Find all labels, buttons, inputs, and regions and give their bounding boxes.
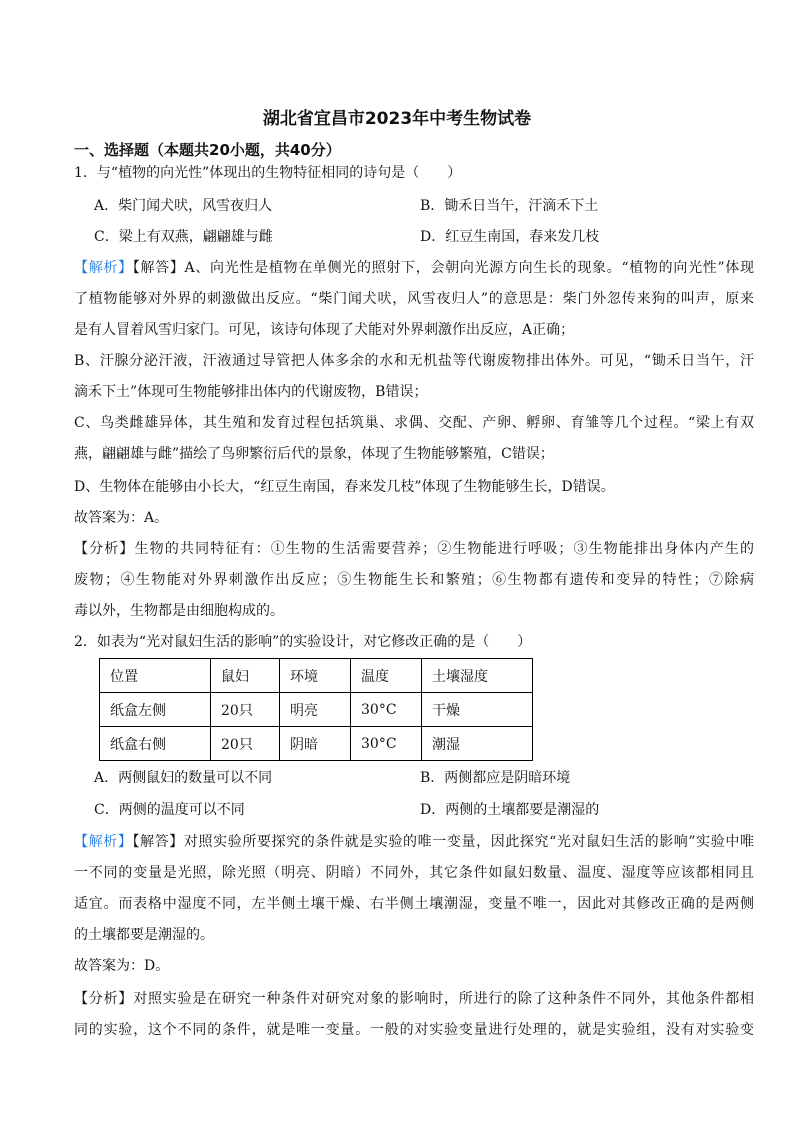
table-header-cell: 温度	[351, 659, 422, 693]
page-title: 湖北省宜昌市2023年中考生物试卷	[262, 109, 532, 129]
question-1-option-d: D．红豆生南国，春来发几枝	[420, 229, 600, 245]
table-cell: 30°C	[351, 727, 422, 761]
question-2-option-d: D．两侧的土壤都要是潮湿的	[420, 802, 600, 818]
summary-tag: 【分析】	[74, 991, 134, 1007]
question-2-answer: 故答案为：D。	[74, 958, 170, 974]
question-1-analysis-line: 【解析】【解答】A、向光性是植物在单侧光的照射下，会朝向光源方向生长的现象。“植物的向光性”体现	[74, 260, 754, 276]
table-cell: 20只	[211, 693, 280, 727]
table-cell: 30°C	[351, 693, 422, 727]
table-header-cell: 位置	[100, 659, 211, 693]
table-cell: 纸盒左侧	[100, 693, 211, 727]
question-1-summary-line: 【分析】生物的共同特征有：①生物的生活需要营养；②生物能进行呼吸；③生物能排出身体内产生的	[74, 541, 754, 557]
question-1-analysis-line: 燕，翩翩雄与雌”描绘了鸟卵繁衍后代的景象，体现了生物能够繁殖，C错误；	[74, 446, 554, 462]
question-2-option-c: C．两侧的温度可以不同	[94, 802, 245, 818]
table-header-row	[100, 659, 533, 693]
table-cell: 20只	[211, 727, 280, 761]
question-2-analysis-line: 适宜。而表格中湿度不同，左半侧土壤干燥、右半侧土壤潮湿，变量不唯一，因此对其修改正确的是两侧	[74, 896, 754, 912]
table-cell: 明亮	[280, 693, 351, 727]
question-2-option-b: B．两侧都应是阴暗环境	[420, 770, 571, 786]
question-1-summary-line: 废物；④生物能对外界刺激作出反应；⑤生物能生长和繁殖；⑥生物都有遗传和变异的特性；⑦除病	[74, 572, 754, 588]
question-1-analysis-line: B、汗腺分泌汗液，汗液通过导管把人体多余的水和无机盐等代谢废物排出体外。可见，“锄禾日当午，汗	[74, 353, 754, 369]
table-cell: 纸盒右侧	[100, 727, 211, 761]
question-1-analysis-line: 是有人冒着风雪归家门。可见，该诗句体现了犬能对外界刺激作出反应，A正确；	[74, 322, 575, 338]
question-1-answer: 故答案为：A。	[74, 510, 169, 526]
question-1-option-b: B．锄禾日当午，汗滴禾下土	[420, 198, 599, 214]
question-1-analysis-line: 了植物能够对外界的刺激做出反应。“柴门闻犬吠，风雪夜归人”的意思是：柴门外忽传来狗的叫声，原来	[74, 291, 754, 307]
section-heading: 一、选择题（本题共20小题，共40分）	[74, 141, 341, 159]
table-row	[100, 727, 533, 761]
question-1-option-c: C．梁上有双燕，翩翩雄与雌	[94, 229, 273, 245]
question-2-analysis-line: 的土壤都要是潮湿的。	[74, 927, 214, 943]
table-header-cell: 土壤湿度	[422, 659, 533, 693]
question-2-analysis-line: 一不同的变量是光照，除光照（明亮、阴暗）不同外，其它条件如鼠妇数量、温度、湿度等应该都相同且	[74, 865, 754, 881]
table-row	[100, 693, 533, 727]
question-2-option-a: A．两侧鼠妇的数量可以不同	[94, 770, 273, 786]
question-1-analysis-line: 滴禾下土”体现可生物能够排出体内的代谢废物，B错误；	[74, 384, 428, 400]
table-header-cell: 鼠妇	[211, 659, 280, 693]
question-1-analysis-line: D、生物体在能够由小长大，“红豆生南国，春来发几枝”体现了生物能够生长，D错误。	[74, 479, 615, 495]
question-1-stem: 1．与“植物的向光性”体现出的生物特征相同的诗句是（ ）	[74, 165, 462, 181]
analysis-tag: 【解析】	[74, 834, 133, 850]
experiment-table	[99, 658, 533, 761]
analysis-tag: 【解析】	[74, 260, 133, 276]
question-2-summary-line: 同的实验，这个不同的条件，就是唯一变量。一般的对实验变量进行处理的，就是实验组，没有对实验变	[74, 1022, 754, 1038]
table-cell: 干燥	[422, 693, 533, 727]
table-cell: 阴暗	[280, 727, 351, 761]
question-2-stem: 2．如表为“光对鼠妇生活的影响”的实验设计，对它修改正确的是（ ）	[74, 634, 532, 650]
question-1-option-a: A．柴门闻犬吠，风雪夜归人	[94, 198, 273, 214]
question-2-analysis-line: 【解析】【解答】对照实验所要探究的条件就是实验的唯一变量，因此探究“光对鼠妇生活的影响”实验中唯	[74, 834, 755, 850]
question-1-analysis-line: C、鸟类雌雄异体，其生殖和发育过程包括筑巢、求偶、交配、产卵、孵卵、育雏等几个过程。“梁上有双	[74, 415, 754, 431]
question-1-summary-line: 毒以外，生物都是由细胞构成的。	[74, 603, 284, 619]
table-header-cell: 环境	[280, 659, 351, 693]
table-cell: 潮湿	[422, 727, 533, 761]
question-2-summary-line: 【分析】对照实验是在研究一种条件对研究对象的影响时，所进行的除了这种条件不同外，其他条件都相	[74, 991, 755, 1007]
summary-tag: 【分析】	[74, 541, 135, 557]
